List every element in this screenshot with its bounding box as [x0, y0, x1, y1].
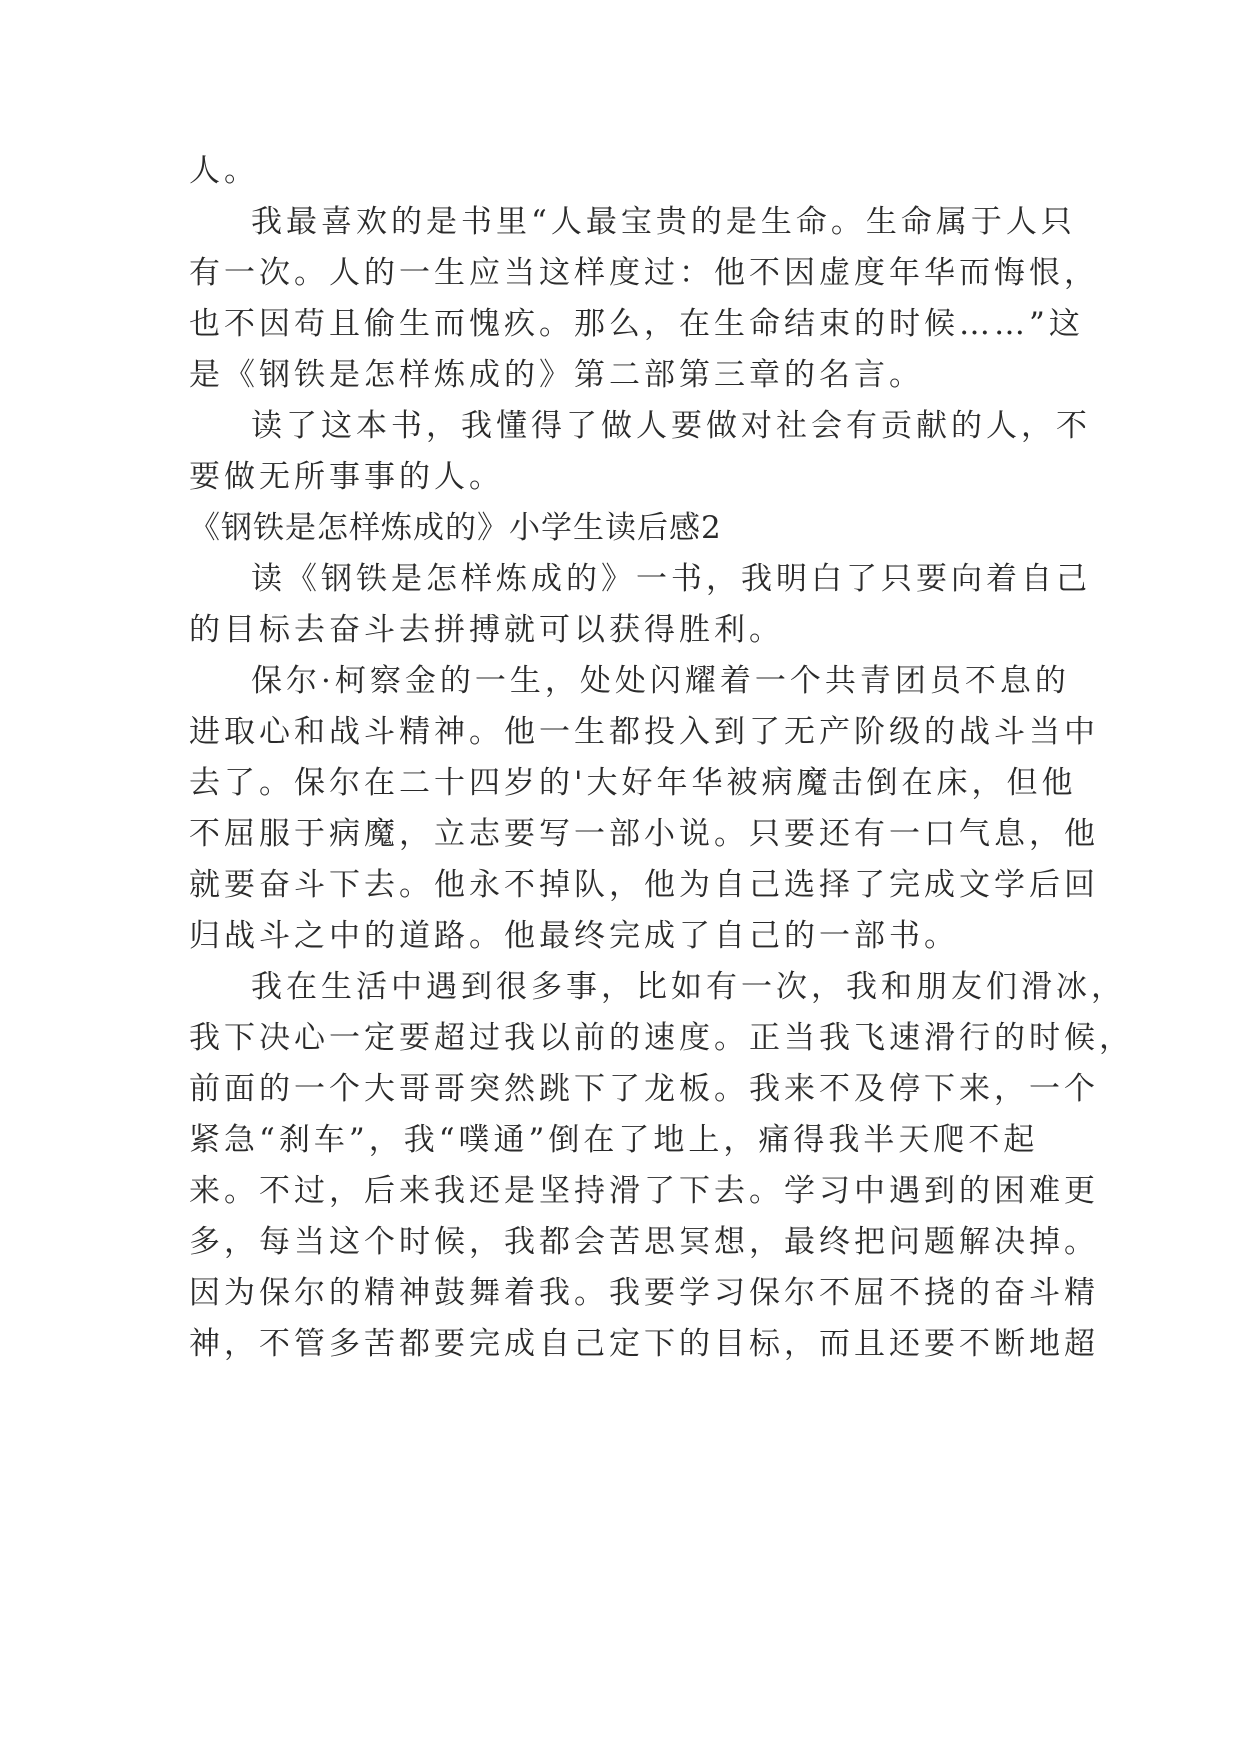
paragraph-first-line: 读《钢铁是怎样炼成的》一书，我明白了只要向着自己: [251, 561, 1091, 597]
text-line: 神，不管多苦都要完成自己定下的目标，而且还要不断地超: [189, 1326, 1099, 1362]
text-line: 归战斗之中的道路。他最终完成了自己的一部书。: [189, 918, 959, 954]
text-line: 因为保尔的精神鼓舞着我。我要学习保尔不屈不挠的奋斗精: [189, 1275, 1099, 1311]
paragraph-first-line: 我在生活中遇到很多事，比如有一次，我和朋友们滑冰，: [251, 969, 1126, 1005]
paragraph-first-line: 读了这本书，我懂得了做人要做对社会有贡献的人，不: [251, 408, 1091, 444]
paragraph-first-line: 我最喜欢的是书里“人最宝贵的是生命。生命属于人只: [251, 204, 1076, 240]
text-line: 就要奋斗下去。他永不掉队，他为自己选择了完成文学后回: [189, 867, 1099, 903]
text-line: 多，每当这个时候，我都会苦思冥想，最终把问题解决掉。: [189, 1224, 1099, 1260]
text-line: 去了。保尔在二十四岁的'大好年华被病魔击倒在床，但他: [189, 765, 1077, 801]
text-line: 也不因苟且偷生而愧疚。那么，在生命结束的时候……”这: [189, 306, 1084, 342]
text-line: 有一次。人的一生应当这样度过：他不因虚度年华而悔恨，: [189, 255, 1099, 291]
text-line: 前面的一个大哥哥突然跳下了龙板。我来不及停下来，一个: [189, 1071, 1099, 1107]
text-line: 是《钢铁是怎样炼成的》第二部第三章的名言。: [189, 357, 924, 393]
text-line: 我下决心一定要超过我以前的速度。正当我飞速滑行的时候，: [189, 1020, 1134, 1056]
text-line: 紧急“刹车”，我“噗通”倒在了地上，痛得我半天爬不起: [189, 1122, 1039, 1158]
paragraph-first-line: 保尔·柯察金的一生，处处闪耀着一个共青团员不息的: [251, 663, 1070, 699]
section-heading: 《钢铁是怎样炼成的》小学生读后感2: [189, 510, 722, 546]
text-line: 来。不过，后来我还是坚持滑了下去。学习中遇到的困难更: [189, 1173, 1099, 1209]
text-line: 不屈服于病魔，立志要写一部小说。只要还有一口气息，他: [189, 816, 1099, 852]
text-line: 进取心和战斗精神。他一生都投入到了无产阶级的战斗当中: [189, 714, 1099, 750]
text-line: 要做无所事事的人。: [189, 459, 504, 495]
text-line: 人。: [189, 153, 259, 189]
text-line: 的目标去奋斗去拼搏就可以获得胜利。: [189, 612, 784, 648]
